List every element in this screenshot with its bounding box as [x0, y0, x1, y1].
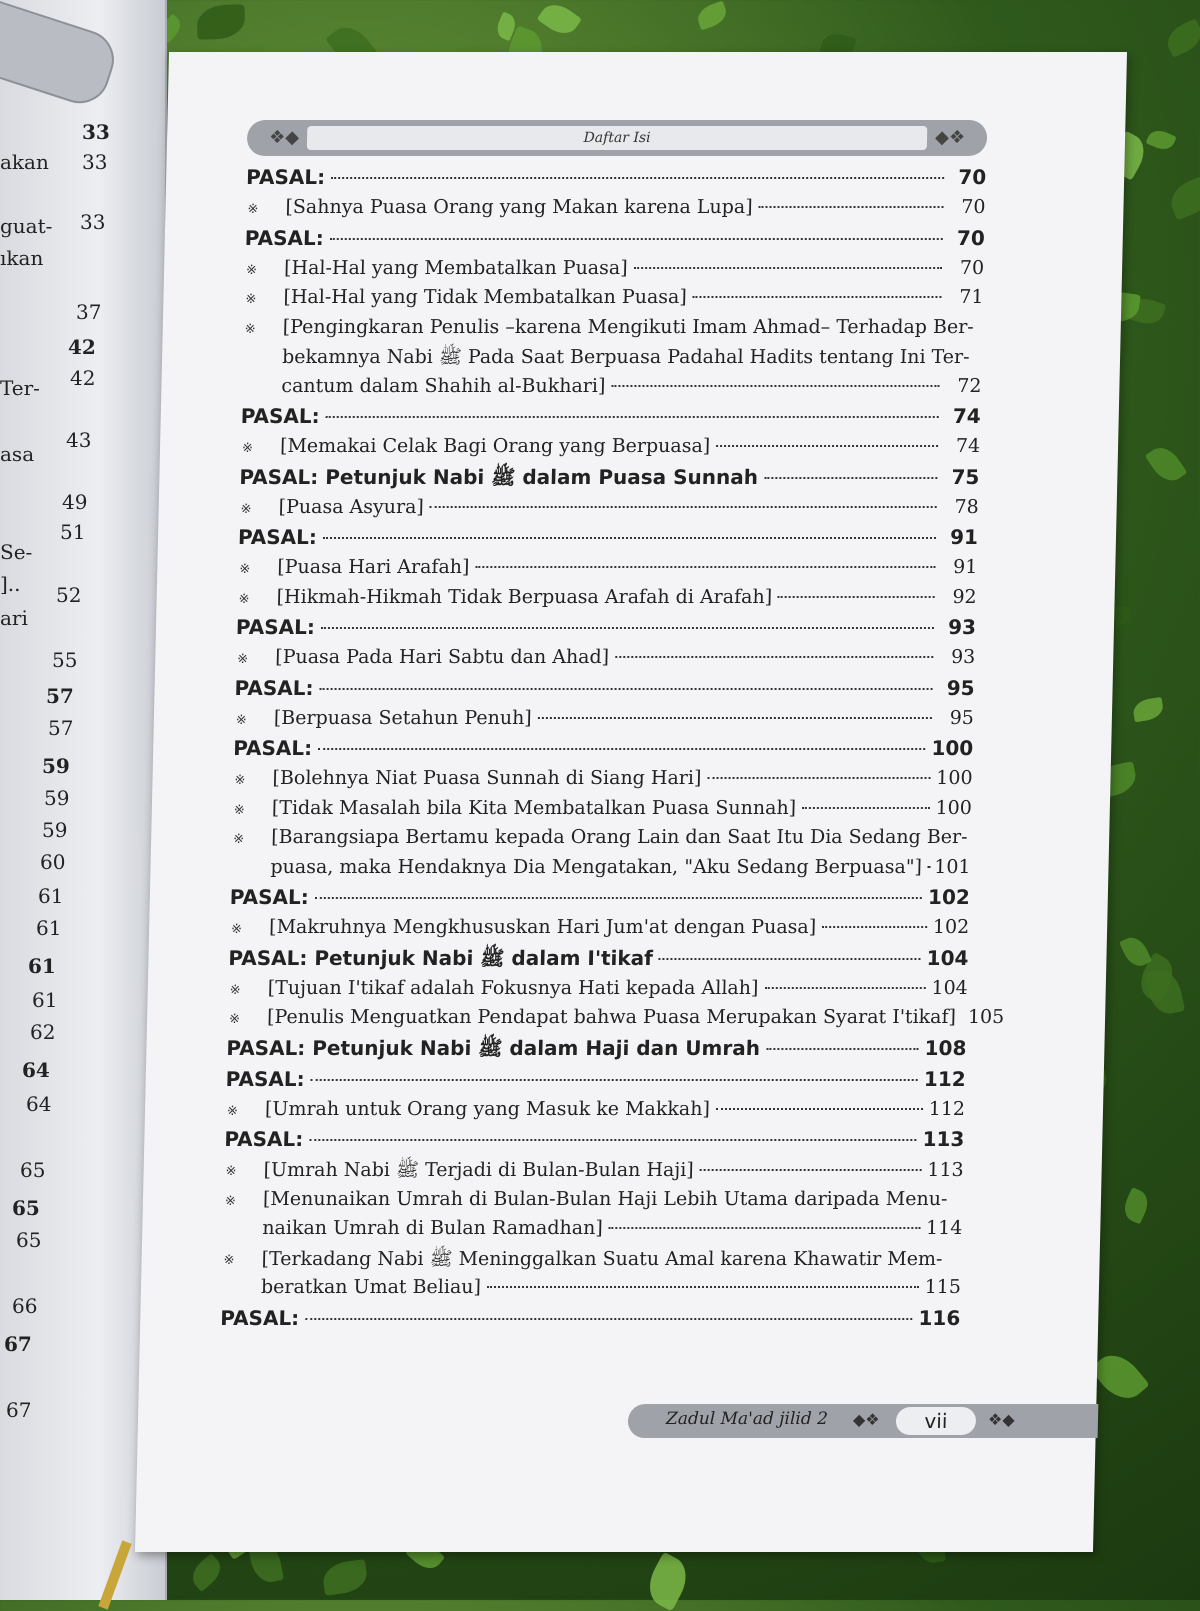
dot-leader	[716, 1108, 923, 1110]
toc-title: PASAL:	[246, 165, 325, 189]
toc-title: puasa, maka Hendaknya Dia Mengatakan, "Aku Sedang Berpuasa"]	[270, 856, 922, 878]
toc-title: [Tidak Masalah bila Kita Membatalkan Puasa Sunnah]	[272, 797, 797, 819]
left-page-number: 61	[38, 884, 63, 908]
left-page-number: 57	[46, 684, 74, 708]
left-page-number: 65	[16, 1228, 41, 1252]
toc-page-number: 101	[934, 856, 971, 878]
left-page-number: 33	[82, 150, 107, 174]
dot-leader	[764, 477, 937, 479]
leaf-decoration	[186, 1553, 226, 1592]
toc-page	[135, 52, 1127, 1552]
left-page-number: 51	[60, 520, 85, 544]
bullet-icon: ※	[239, 562, 250, 577]
toc-page-number: 70	[949, 196, 985, 218]
toc-title: [Hikmah-Hikmah Tidak Berpuasa Arafah di Arafah]	[276, 586, 772, 608]
ornament-icon: ◆❖	[935, 127, 965, 148]
dot-leader	[700, 1169, 922, 1171]
dot-leader	[487, 1286, 919, 1288]
left-page-text-fragment: ari	[0, 606, 28, 630]
left-page-number: 67	[4, 1332, 32, 1356]
dot-leader	[707, 777, 930, 779]
toc-title: PASAL:	[238, 525, 317, 549]
toc-title: [Berpuasa Setahun Penuh]	[274, 707, 532, 729]
bullet-icon: ※	[230, 983, 241, 998]
toc-title: PASAL:	[230, 885, 309, 909]
dot-leader	[609, 1227, 920, 1229]
toc-title: PASAL:	[240, 404, 319, 428]
page-number: vii	[896, 1407, 977, 1435]
left-page-number: 61	[36, 916, 61, 940]
bullet-icon: ※	[225, 1194, 236, 1209]
leaf-decoration	[1145, 126, 1177, 154]
toc-chapter-row	[226, 1036, 967, 1067]
toc-title: PASAL: Petunjuk Nabi ﷺ dalam I'tikaf	[228, 946, 653, 975]
toc-entry-row	[241, 375, 982, 405]
dot-leader	[611, 385, 939, 387]
toc-chapter-row	[239, 465, 980, 496]
toc-title: [Penulis Menguatkan Pendapat bahwa Puasa Merupakan Syarat I'tikaf]	[267, 1006, 956, 1028]
leaf-decoration	[1145, 441, 1188, 487]
left-page-text-fragment: ]..	[0, 572, 21, 596]
bullet-icon: ※	[223, 1253, 234, 1268]
toc-page-number: 100	[935, 797, 972, 819]
toc-page-number: 116	[918, 1306, 960, 1330]
dot-leader	[330, 238, 943, 240]
toc-title: [Sahnya Puasa Orang yang Makan karena Lupa]	[285, 196, 753, 218]
leaf-decoration	[537, 0, 582, 40]
left-page-number: 49	[62, 490, 87, 514]
toc-entry-row	[227, 1006, 968, 1036]
left-page-number: 57	[48, 716, 73, 740]
dot-leader	[764, 987, 925, 989]
dot-leader	[318, 748, 925, 750]
toc-page-number: 72	[945, 375, 981, 397]
toc-page-number: 112	[924, 1067, 966, 1091]
dot-leader	[615, 656, 933, 658]
bullet-icon: ※	[234, 803, 245, 818]
left-page-number: 62	[30, 1020, 55, 1044]
book-title: Zadul Ma'ad jilid 2	[666, 1409, 828, 1429]
toc-title: [Puasa Asyura]	[278, 496, 424, 518]
toc-page-number: 92	[940, 586, 976, 608]
left-page-number: 65	[12, 1196, 40, 1220]
toc-page-number: 114	[926, 1217, 963, 1239]
toc-entry-row	[244, 257, 985, 287]
bullet-icon: ※	[237, 652, 248, 667]
toc-page-number: 93	[940, 615, 977, 639]
dot-leader	[475, 566, 935, 568]
left-page-number: 61	[32, 988, 57, 1012]
toc-title: beratkan Umat Beliau]	[261, 1276, 481, 1298]
left-page-number: 37	[76, 300, 101, 324]
toc-title: [Tujuan I'tikaf adalah Fokusnya Hati kepada Allah]	[268, 977, 759, 999]
toc-page-number: 71	[947, 286, 983, 308]
leaf-decoration	[1145, 966, 1185, 1017]
leaf-decoration	[197, 4, 246, 39]
leaf-decoration	[1089, 1346, 1149, 1408]
toc-chapter-row	[229, 885, 970, 916]
bullet-icon: ※	[247, 202, 258, 217]
left-header-ornament	[0, 0, 122, 111]
left-page-number: 64	[26, 1092, 51, 1116]
footer-band	[628, 1404, 1099, 1438]
left-page-text-fragment: akan	[0, 150, 49, 174]
toc-page-number: 70	[949, 226, 986, 250]
bullet-icon: ※	[236, 713, 247, 728]
toc-page-number: 95	[938, 676, 975, 700]
left-page-number: 59	[44, 786, 69, 810]
left-page-number: 33	[82, 120, 110, 144]
leaf-decoration	[1132, 696, 1165, 722]
bullet-icon: ※	[238, 592, 249, 607]
toc-entry-row	[231, 797, 972, 827]
left-page-number: 42	[68, 335, 96, 359]
toc-page-number: 115	[924, 1276, 961, 1298]
toc-chapter-row	[224, 1127, 965, 1158]
toc-page-number: 102	[928, 885, 970, 909]
toc-page-number: 70	[948, 257, 984, 279]
bullet-icon: ※	[233, 832, 244, 847]
toc-page-number: 75	[943, 465, 980, 489]
toc-chapter-row	[225, 1067, 966, 1098]
left-page-number: 64	[22, 1058, 50, 1082]
ornament-icon: ❖◆	[988, 1410, 1015, 1429]
toc-title: PASAL:	[236, 615, 315, 639]
toc-title: PASAL: Petunjuk Nabi ﷺ dalam Puasa Sunnah	[239, 465, 758, 494]
toc-entry-row	[225, 1098, 966, 1128]
toc-entry-row	[236, 586, 977, 616]
toc-page-number: 70	[950, 165, 987, 189]
toc-title: [Umrah untuk Orang yang Masuk ke Makkah]	[265, 1098, 710, 1120]
toc-page-number: 105	[968, 1006, 1004, 1028]
toc-page-number: 113	[927, 1159, 964, 1181]
toc-title: [Puasa Pada Hari Sabtu dan Ahad]	[275, 646, 609, 668]
toc-page-number: 100	[936, 767, 973, 789]
toc-page-number: 78	[942, 496, 978, 518]
left-page-number: 67	[6, 1398, 31, 1422]
left-page-text-fragment: guat-	[0, 214, 52, 238]
dot-leader	[331, 177, 944, 179]
header-band	[247, 120, 988, 156]
toc-title: [Makruhnya Mengkhususkan Hari Jum'at dengan Puasa]	[269, 916, 816, 938]
toc-page-number: 113	[922, 1127, 964, 1151]
toc-title: PASAL:	[234, 676, 313, 700]
left-page-number: 55	[52, 648, 77, 672]
left-page-number: 65	[20, 1158, 45, 1182]
toc-page-number: 93	[939, 646, 975, 668]
ornament-icon: ◆❖	[853, 1410, 880, 1429]
leaf-decoration	[1165, 174, 1200, 221]
toc-entry-line: bekamnya Nabi ﷺ Pada Saat Berpuasa Padahal Hadits tentang Ini Ter-	[242, 345, 983, 375]
toc-page-number: 74	[944, 404, 981, 428]
leaf-decoration	[321, 1559, 369, 1595]
left-page-text-fragment: asa	[0, 442, 34, 466]
left-page-number: 33	[80, 210, 105, 234]
toc-page-number: 100	[931, 736, 973, 760]
toc-entry-row	[222, 1217, 963, 1247]
left-page-number: 59	[42, 818, 67, 842]
left-page-number: 42	[70, 366, 95, 390]
left-page-text-fragment: Ter-	[0, 376, 40, 400]
toc-page-number: 91	[942, 525, 979, 549]
toc-entry-line: [Pengingkaran Penulis –karena Mengikuti Imam Ahmad– Terhadap Ber-	[242, 316, 983, 346]
dot-leader	[822, 926, 927, 928]
dot-leader	[321, 627, 934, 629]
toc-entry-row	[240, 435, 981, 465]
bullet-icon: ※	[227, 1104, 238, 1119]
bullet-icon: ※	[240, 502, 251, 517]
dot-leader	[778, 596, 935, 598]
leaf-decoration	[1120, 1187, 1152, 1224]
toc-entry-row	[243, 286, 984, 316]
leaf-decoration	[1162, 18, 1200, 58]
dot-leader	[693, 296, 942, 298]
toc-title: [Hal-Hal yang Tidak Membatalkan Puasa]	[283, 286, 687, 308]
toc-page-number: 91	[941, 556, 977, 578]
bullet-icon: ※	[225, 1164, 236, 1179]
left-page-number: 43	[66, 428, 91, 452]
toc-page-number: 104	[926, 946, 968, 970]
dot-leader	[759, 206, 944, 208]
toc-entry-row	[229, 916, 970, 946]
toc-page-number: 74	[944, 435, 980, 457]
toc-entry-row	[223, 1158, 964, 1188]
toc-entry-line: [Menunaikan Umrah di Bulan-Bulan Haji Lebih Utama daripada Menu-	[223, 1188, 964, 1218]
dot-leader	[766, 1048, 919, 1050]
bullet-icon: ※	[229, 1012, 240, 1027]
dot-leader	[309, 1139, 916, 1141]
bullet-icon: ※	[234, 773, 245, 788]
left-page-number: 66	[12, 1294, 37, 1318]
toc-entry-row	[232, 767, 973, 797]
left-page-number: 60	[40, 850, 65, 874]
left-page-number: 59	[42, 754, 70, 778]
dot-leader	[319, 688, 932, 690]
toc-title: PASAL:	[225, 1067, 304, 1091]
bullet-icon: ※	[242, 441, 253, 456]
left-page-text-fragment: Se-	[0, 540, 32, 564]
toc-chapter-row	[234, 676, 975, 707]
dot-leader	[305, 1318, 912, 1320]
toc-entry-row	[227, 977, 968, 1007]
toc-page-number: 95	[938, 707, 974, 729]
ornament-icon: ❖◆	[269, 127, 299, 148]
bullet-icon: ※	[231, 922, 242, 937]
toc-title: [Bolehnya Niat Puasa Sunnah di Siang Hari]	[272, 767, 701, 789]
toc-page-number: 112	[929, 1098, 966, 1120]
toc-chapter-row	[244, 226, 985, 257]
bullet-icon: ※	[246, 263, 257, 278]
toc-page-number: 108	[924, 1036, 966, 1060]
toc-title: cantum dalam Shahih al-Bukhari]	[281, 375, 605, 397]
dot-leader	[634, 267, 943, 269]
toc-chapter-row	[220, 1306, 961, 1337]
dot-leader	[659, 958, 921, 960]
dot-leader	[802, 807, 930, 809]
toc-entry-line: [Barangsiapa Bertamu kepada Orang Lain dan Saat Itu Dia Sedang Ber-	[231, 826, 972, 856]
toc-title: PASAL:	[233, 736, 312, 760]
dot-leader	[430, 506, 937, 508]
toc-entry-row	[221, 1276, 962, 1306]
dot-leader	[538, 717, 932, 719]
toc-chapter-row	[233, 736, 974, 767]
page-title: Daftar Isi	[307, 126, 928, 150]
dot-leader	[311, 1079, 918, 1081]
toc-entry-row	[233, 707, 974, 737]
dot-leader	[315, 897, 922, 899]
toc-title: PASAL: Petunjuk Nabi ﷺ dalam Haji dan Umrah	[226, 1036, 760, 1065]
bullet-icon: ※	[245, 322, 256, 337]
toc-entry-line: [Terkadang Nabi ﷺ Meninggalkan Suatu Amal karena Khawatir Mem-	[221, 1247, 962, 1277]
toc-chapter-row	[240, 404, 981, 435]
toc-title: [Memakai Celak Bagi Orang yang Berpuasa]	[280, 435, 711, 457]
toc-page-number: 104	[931, 977, 968, 999]
toc-entry-row	[237, 556, 978, 586]
toc-title: naikan Umrah di Bulan Ramadhan]	[262, 1217, 603, 1239]
toc-title: PASAL:	[245, 226, 324, 250]
toc-title: [Hal-Hal yang Membatalkan Puasa]	[284, 257, 628, 279]
toc-entry-row	[245, 196, 986, 226]
leaf-decoration	[695, 1, 731, 31]
dot-leader	[326, 416, 939, 418]
toc-title: [Puasa Hari Arafah]	[277, 556, 470, 578]
toc-title: PASAL:	[220, 1306, 299, 1330]
bullet-icon: ※	[245, 292, 256, 307]
table-of-contents	[220, 165, 987, 1337]
dot-leader	[716, 445, 938, 447]
toc-chapter-row	[236, 615, 977, 646]
left-page-text-fragment: ıkan	[0, 246, 43, 270]
toc-page-number: 102	[933, 916, 970, 938]
toc-title: PASAL:	[224, 1127, 303, 1151]
toc-entry-row	[238, 496, 979, 526]
toc-entry-row	[230, 856, 971, 886]
toc-chapter-row	[228, 946, 969, 977]
toc-entry-row	[235, 646, 976, 676]
dot-leader	[323, 537, 936, 539]
toc-chapter-row	[238, 525, 979, 556]
toc-title: [Umrah Nabi ﷺ Terjadi di Bulan-Bulan Haji]	[263, 1158, 694, 1186]
left-page-number: 52	[56, 583, 81, 607]
toc-chapter-row	[246, 165, 987, 196]
left-page-number: 61	[28, 954, 56, 978]
leaf-decoration	[641, 1551, 695, 1611]
